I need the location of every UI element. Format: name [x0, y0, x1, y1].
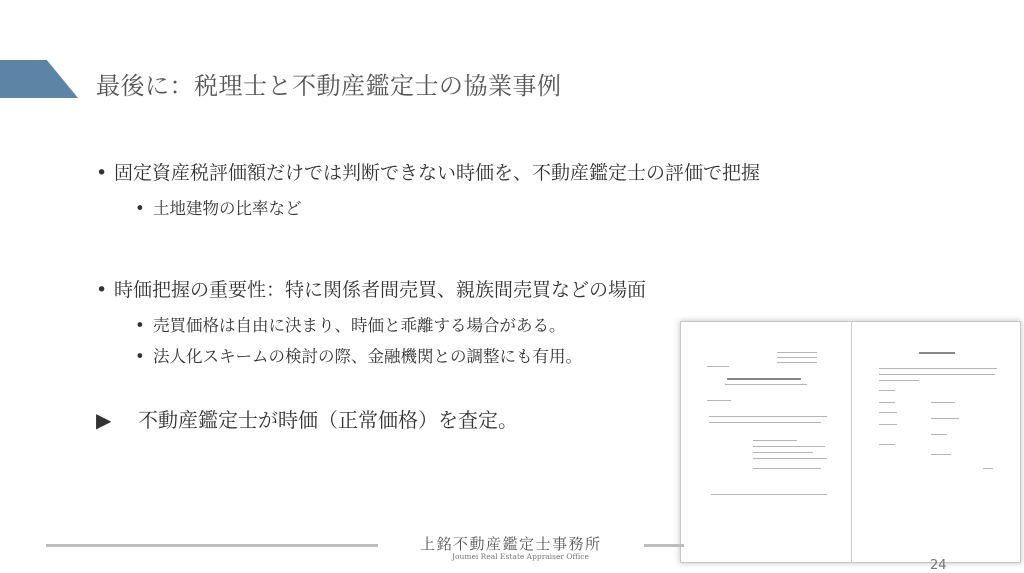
conclusion-text: 不動産鑑定士が時価（正常価格）を査定。 — [138, 408, 518, 432]
footer-divider-right — [644, 544, 684, 547]
bullet-item — [96, 158, 760, 185]
office-name-english: Joumei Real Estate Appraiser Office — [452, 552, 589, 561]
sub-bullet-text: 売買価格は自由に決まり、時価と乖離する場合がある。 — [153, 316, 566, 335]
document-page-right — [851, 322, 1021, 562]
bullet-dot: • — [96, 162, 108, 184]
sub-bullet-text: 法人化スキームの検討の際、金融機関との調整にも有用。 — [153, 347, 582, 366]
bullet-dot: • — [135, 347, 145, 366]
sub-bullet-item — [135, 195, 302, 219]
slide-title: 最後に：税理士と不動産鑑定士の協業事例 — [96, 72, 562, 100]
arrow-icon: ▶ — [96, 408, 112, 432]
bullet-text: 時価把握の重要性：特に関係者間売買、親族間売買などの場面 — [114, 279, 647, 301]
bullet-dot: • — [135, 316, 145, 335]
office-name: 上銘不動産鑑定士事務所 — [420, 535, 602, 553]
sub-bullet-item — [135, 312, 566, 336]
sub-bullet-text: 土地建物の比率など — [153, 199, 302, 218]
document-page-left — [681, 322, 852, 562]
footer-divider-left — [46, 544, 378, 547]
bullet-dot: • — [96, 279, 108, 301]
sub-bullet-item — [135, 343, 582, 367]
appraisal-document-image — [680, 321, 1021, 563]
bullet-dot: • — [135, 199, 145, 218]
conclusion — [96, 404, 518, 433]
bullet-text: 固定資産税評価額だけでは判断できない時価を、不動産鑑定士の評価で把握 — [114, 162, 761, 184]
bullet-item — [96, 275, 646, 302]
page-number: 24 — [930, 558, 947, 573]
title-accent-tab — [0, 60, 78, 98]
